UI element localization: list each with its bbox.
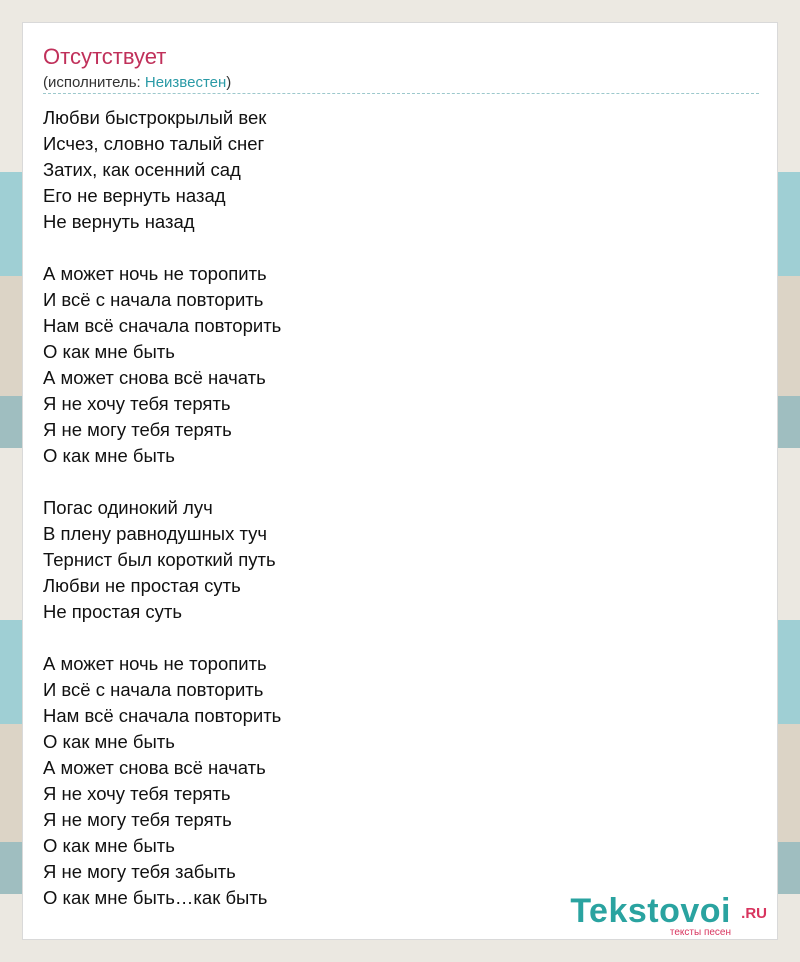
lyric-line: Затих, как осенний сад: [43, 159, 241, 180]
lyric-line: В плену равнодушных туч: [43, 523, 268, 544]
lyric-line: Любви быстрокрылый век: [43, 107, 267, 128]
lyric-line: [43, 469, 281, 495]
lyric-line: О как мне быть: [43, 731, 175, 752]
lyrics-card: [22, 22, 778, 940]
lyric-line: А может снова всё начать: [43, 367, 266, 388]
lyric-line: Не вернуть назад: [43, 211, 195, 232]
lyric-line: А может ночь не торопить: [43, 653, 267, 674]
artist-prefix: (исполнитель:: [43, 74, 145, 91]
lyric-line: О как мне быть: [43, 835, 175, 856]
lyric-line: Я не могу тебя терять: [43, 419, 232, 440]
lyric-line: Нам всё сначала повторить: [43, 315, 282, 336]
site-logo[interactable]: [557, 893, 767, 939]
lyric-line: Я не могу тебя забыть: [43, 861, 236, 882]
lyric-line: О как мне быть: [43, 341, 175, 362]
artist-link[interactable]: Неизвестен: [144, 74, 227, 91]
lyric-line: Исчез, словно талый снег: [43, 133, 265, 154]
song-title: Отсутствует: [43, 44, 167, 69]
lyric-line: Погас одинокий луч: [43, 497, 213, 518]
lyric-line: Нам всё сначала повторить: [43, 705, 282, 726]
lyric-line: И всё с начала повторить: [43, 289, 264, 310]
lyric-line: Его не вернуть назад: [43, 185, 226, 206]
artist-line: [43, 74, 231, 92]
logo-domain: .RU: [741, 905, 767, 922]
lyric-line: О как мне быть: [43, 445, 175, 466]
lyric-line: И всё с начала повторить: [43, 679, 264, 700]
lyric-line: [43, 235, 281, 261]
lyric-line: Я не хочу тебя терять: [43, 393, 231, 414]
lyric-line: Не простая суть: [43, 601, 182, 622]
lyric-line: [43, 625, 281, 651]
logo-tagline: тексты песен: [669, 927, 731, 938]
lyric-line: Я не хочу тебя терять: [43, 783, 231, 804]
lyric-line: Любви не простая суть: [43, 575, 241, 596]
lyric-line: А может снова всё начать: [43, 757, 266, 778]
logo-name: Tekstovoi: [570, 892, 731, 930]
lyric-line: Я не могу тебя терять: [43, 809, 232, 830]
artist-suffix: ): [226, 74, 232, 91]
divider: [43, 93, 759, 94]
lyric-line: Тернист был короткий путь: [43, 549, 276, 570]
lyrics-text: [43, 105, 281, 911]
lyric-line: А может ночь не торопить: [43, 263, 267, 284]
lyric-line: О как мне быть…как быть: [43, 887, 268, 908]
